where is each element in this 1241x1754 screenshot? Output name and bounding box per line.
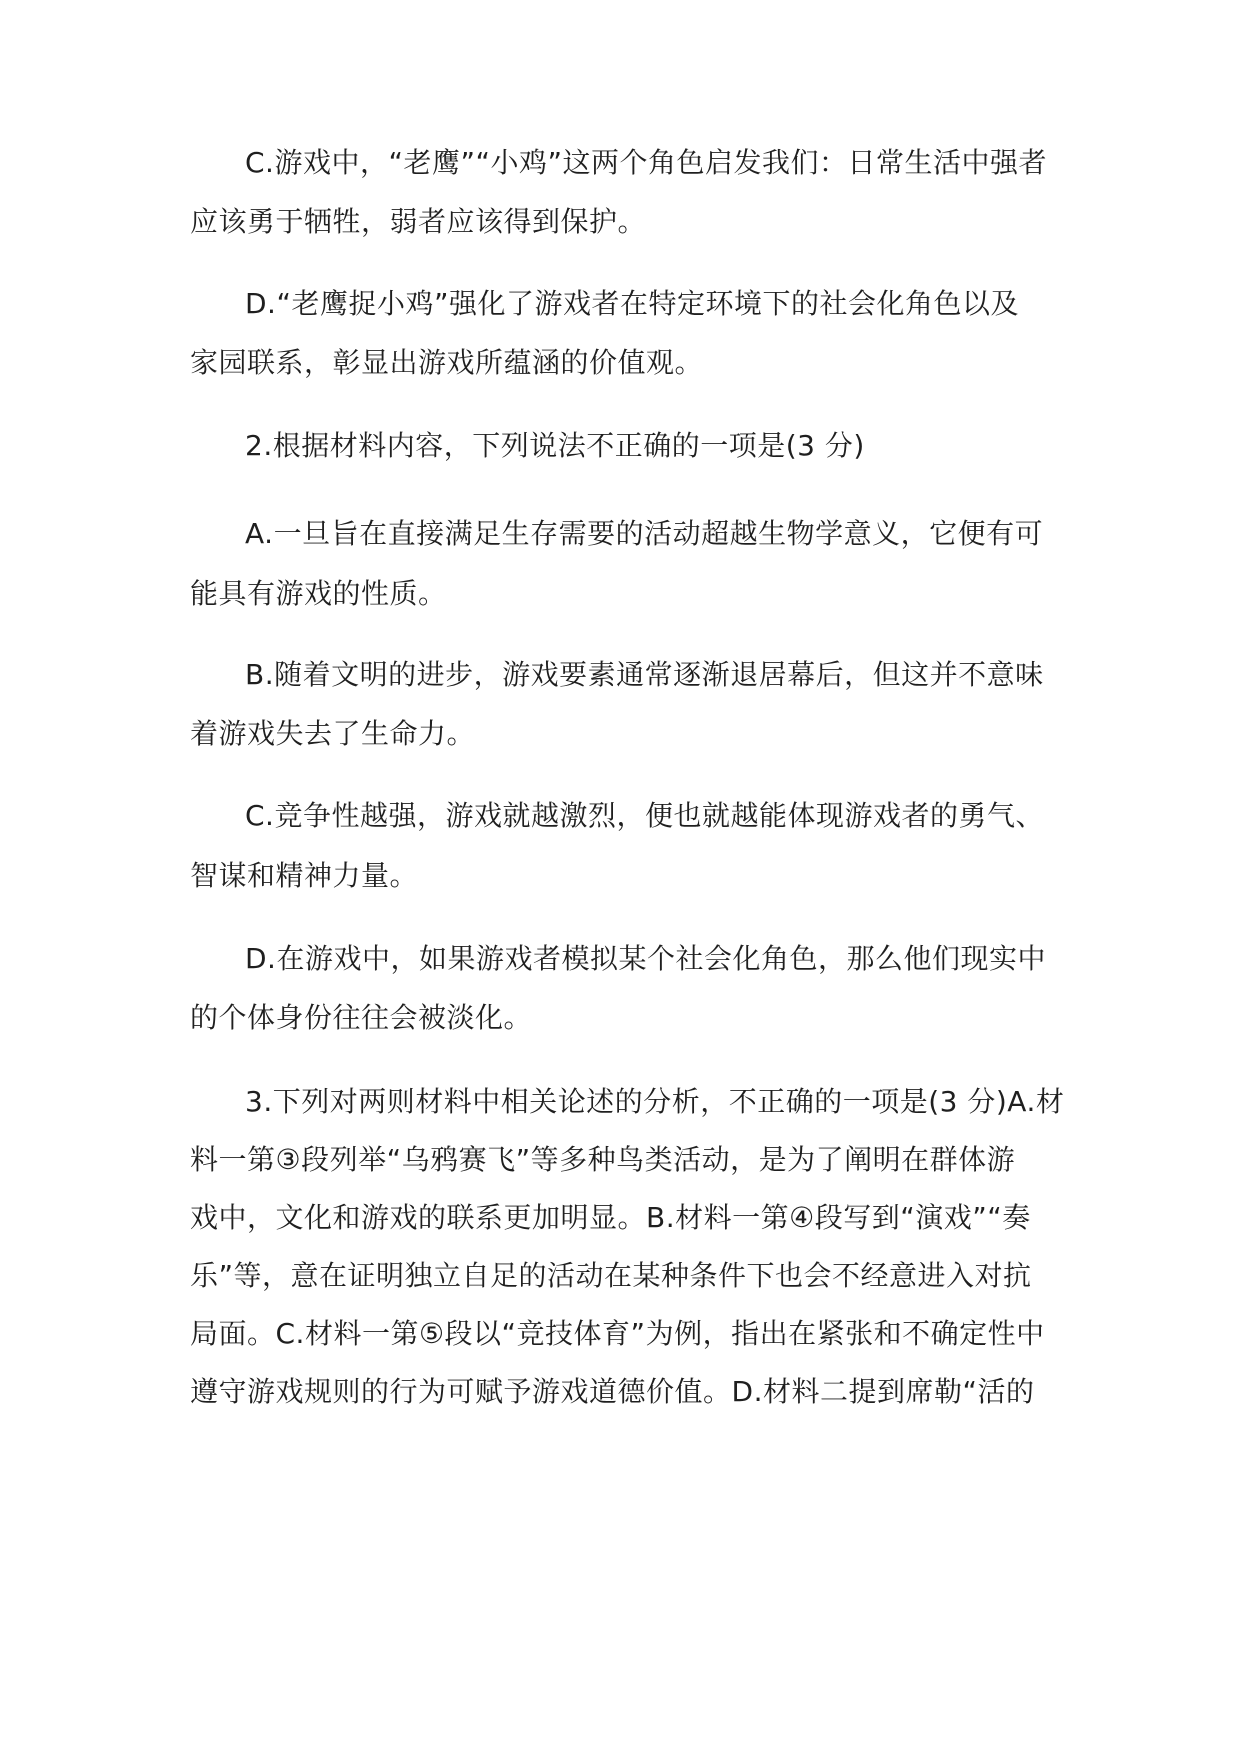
q2-option-b-line-2: 着游戏失去了生命力。: [190, 717, 476, 750]
option-d-line-2: 家园联系，彰显出游戏所蕴涵的价值观。: [190, 346, 704, 379]
q2-option-c-line-2: 智谋和精神力量。: [190, 859, 419, 892]
option-d-line-1: D.“老鹰捉小鸡”强化了游戏者在特定环境下的社会化角色以及: [245, 287, 1019, 320]
q2-option-b-line-1: B.随着文明的进步，游戏要素通常逐渐退居幕后，但这并不意味: [245, 658, 1044, 691]
option-c-line-2: 应该勇于牺牲，弱者应该得到保护。: [190, 205, 647, 238]
question-3-line-1: 3.下列对两则材料中相关论述的分析，不正确的一项是(3 分)A.材: [245, 1085, 1065, 1118]
question-3-line-4: 乐”等，意在证明独立自足的活动在某种条件下也会不经意进入对抗: [190, 1259, 1032, 1292]
question-3-line-2: 料一第③段列举“乌鸦赛飞”等多种鸟类活动，是为了阐明在群体游: [190, 1143, 1016, 1176]
question-3-line-6: 遵守游戏规则的行为可赋予游戏道德价值。D.材料二提到席勒“活的: [190, 1375, 1035, 1408]
option-c-line-1: C.游戏中，“老鹰”“小鸡”这两个角色启发我们：日常生活中强者: [245, 146, 1047, 179]
q2-option-c-line-1: C.竞争性越强，游戏就越激烈，便也就越能体现游戏者的勇气、: [245, 799, 1044, 832]
question-3-line-3: 戏中，文化和游戏的联系更加明显。B.材料一第④段写到“演戏”“奏: [190, 1201, 1031, 1234]
q2-option-d-line-2: 的个体身份往往会被淡化。: [190, 1001, 533, 1034]
q2-option-a-line-2: 能具有游戏的性质。: [190, 577, 447, 610]
question-2-stem: 2.根据材料内容，下列说法不正确的一项是(3 分): [245, 429, 865, 462]
question-3-line-5: 局面。C.材料一第⑤段以“竞技体育”为例，指出在紧张和不确定性中: [190, 1317, 1045, 1350]
q2-option-a-line-1: A.一旦旨在直接满足生存需要的活动超越生物学意义，它便有可: [245, 517, 1044, 550]
q2-option-d-line-1: D.在游戏中，如果游戏者模拟某个社会化角色，那么他们现实中: [245, 942, 1046, 975]
